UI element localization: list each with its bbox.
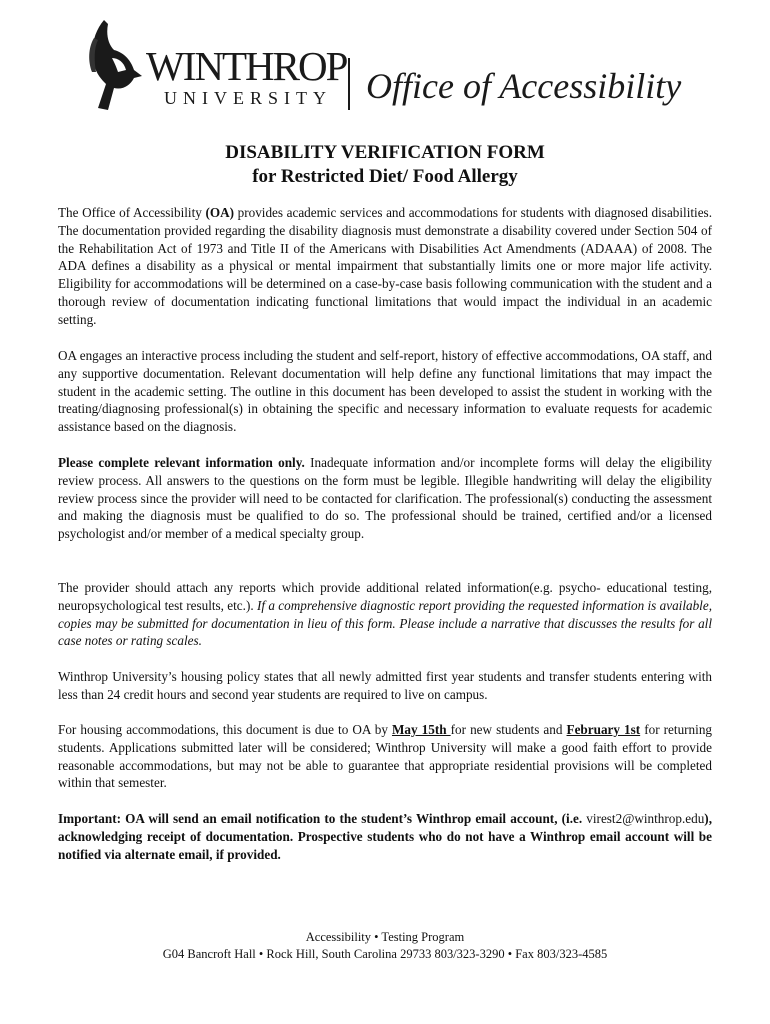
wordmark-winthrop: WINTHROP (146, 43, 347, 89)
paragraph-housing-policy: Winthrop University’s housing policy states that all newly admitted first year students and transfer students entering with less than 24 credit hours and second year students are required to live on campus. (58, 669, 712, 702)
deadline-returning-students: February 1st (566, 722, 641, 737)
reports-italic-note: If a comprehensive diagnostic report providing the requested information is available, copies may be submitted for documentation in lieu of this form. Please include a narrative that discusses the results for all case notes or rating scales. (58, 597, 712, 649)
letterhead (84, 18, 694, 114)
footer-program: Accessibility • Testing Program (305, 930, 465, 944)
header-divider (348, 58, 350, 110)
footer-address: G04 Bancroft Hall • Rock Hill, South Carolina 29733 803/323-3290 • Fax 803/323-4585 (162, 947, 608, 961)
instruction-emphasis: Please complete relevant information only. (58, 455, 305, 470)
deadline-new-students: May 15th (391, 722, 451, 737)
form-subtitle: for Restricted Diet/ Food Allergy (252, 166, 518, 187)
office-name: Office of Accessibility (366, 66, 682, 106)
paragraph-reports: The provider should attach any reports which provide additional related information(e.g. psycho- educational testing, neuropsychological test results, etc.). If a comprehensive diagnostic report providing the requested information is available, copies may be submitted for documentation in lieu of this form. Please include a narrative that discusses the results for all case notes or rating scales. (58, 580, 712, 649)
example-email: virest2@winthrop.edu (586, 811, 705, 826)
paragraph-instructions: Please complete relevant information only. Inadequate information and/or incomplete forms will delay the eligibility review process. All answers to the questions on the form must be legible. Illegible handwriting will delay the eligibility review process since the provider will need to be contacted for clarification. The professional(s) conducting the assessment and making the diagnosis must be qualified to do so. The professional should be trained, certified and/or a licensed psychologist and/or member of a medical specialty group. (58, 455, 712, 542)
oa-abbrev: (OA) (205, 205, 235, 220)
eagle-logo-icon (84, 18, 144, 114)
paragraph-deadlines: For housing accommodations, this document is due to OA by May 15th for new students and February 1st for returning students. Applications submitted later will be considered; Winthrop University will make a good faith effort to provide reasonable accommodations, but may not be able to guarantee that appropriate residential provisions will be completed within that semester. (58, 722, 713, 791)
paragraph-important: Important: OA will send an email notification to the student’s Winthrop email account, (i.e. virest2@winthrop.edu), acknowledging receipt of documentation. Prospective students who do not have a Winthrop email account will be notified via alternate email, if provided. (58, 811, 712, 862)
wordmark-university: UNIVERSITY (164, 88, 332, 108)
form-title: DISABILITY VERIFICATION FORM (225, 142, 545, 163)
paragraph-process: OA engages an interactive process including the student and self-report, history of effective accommodations, OA staff, and any supportive documentation. Relevant documentation will help define any functional limitations that may impact the student in the academic setting. The outline in this document has been developed to assist the student in working with the treating/diagnosing professional(s) in obtaining the specific and necessary information to evaluate requests for academic assistance based on the diagnosis. (58, 348, 712, 435)
paragraph-intro: The Office of Accessibility (OA) provides academic services and accommodations for students with diagnosed disabilities. The documentation provided regarding the disability diagnosis must demonstrate a disability covered under Section 504 of the Rehabilitation Act of 1973 and Title II of the Americans with Disabilities Act Amendments (ADAAA) of 2008. The ADA defines a disability as a physical or mental impairment that substantially limits one or more major life activity. Eligibility for accommodations will be determined on a case-by-case basis following communication with the student and a thorough review of documentation indicating functional limitations that would impact the individual in an academic setting. (58, 205, 712, 327)
